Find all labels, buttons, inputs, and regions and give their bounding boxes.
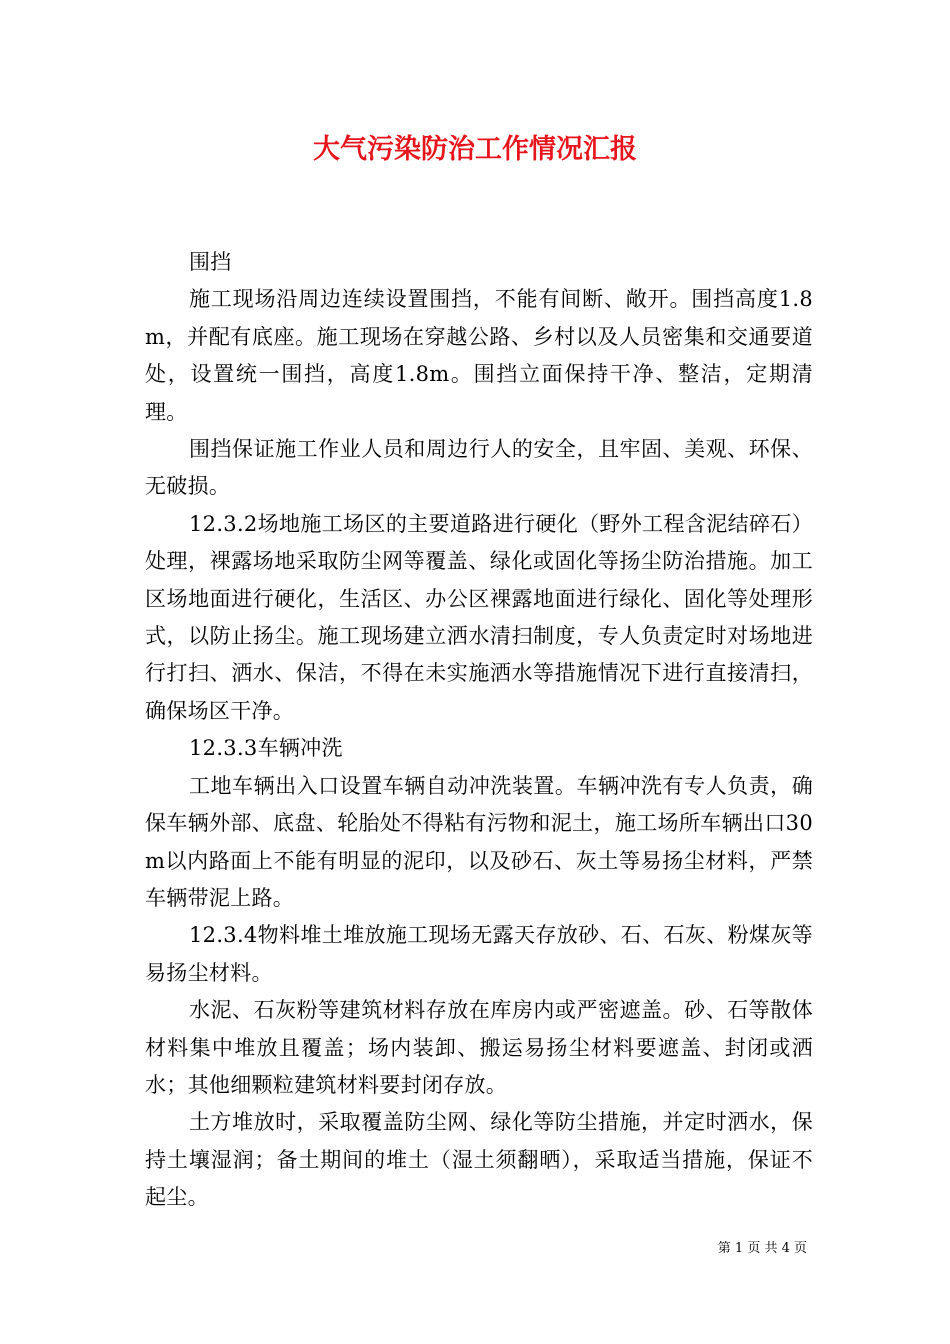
paragraph: 围挡 xyxy=(189,250,232,274)
paragraph: 围挡保证施工作业人员和周边行人的安全，且牢固、美观、环保、无破损。 xyxy=(145,437,813,499)
paragraph: 12.3.4物料堆土堆放施工现场无露天存放砂、石、石灰、粉煤灰等易扬尘材料。 xyxy=(145,923,813,985)
page-number: 第 1 页 共 4 页 xyxy=(717,1241,807,1256)
paragraph: 土方堆放时，采取覆盖防尘网、绿化等防尘措施，并定时洒水，保持土壤湿润；备土期间的堆土（湿土须翻晒），采取适当措施，保证不起尘。 xyxy=(145,1110,813,1210)
document-title: 大气污染防治工作情况汇报 xyxy=(313,134,637,165)
paragraph: 施工现场沿周边连续设置围挡，不能有间断、敞开。围挡高度1.8m，并配有底座。施工现场在穿越公路、乡村以及人员密集和交通要道处，设置统一围挡，高度1.8m。围挡立面保持干净、整洁，定期清理。 xyxy=(145,287,813,424)
paragraph: 12.3.2场地施工场区的主要道路进行硬化（野外工程含泥结碎石）处理，裸露场地采取防尘网等覆盖、绿化或固化等扬尘防治措施。加工区场地面进行硬化，生活区、办公区裸露地面进行绿化、固化等处理形式，以防止扬尘。施工现场建立洒水清扫制度，专人负责定时对场地进行打扫、洒水、保洁，不得在未实施洒水等措施情况下进行直接清扫，确保场区干净。 xyxy=(145,511,813,723)
paragraph: 工地车辆出入口设置车辆自动冲洗装置。车辆冲洗有专人负责，确保车辆外部、底盘、轮胎处不得粘有污物和泥土，施工场所车辆出口30m以内路面上不能有明显的泥印，以及砂石、灰土等易扬尘材料，严禁车辆带泥上路。 xyxy=(145,773,813,910)
document-body xyxy=(145,244,813,1217)
paragraph: 12.3.3车辆冲洗 xyxy=(189,736,343,761)
paragraph: 水泥、石灰粉等建筑材料存放在库房内或严密遮盖。砂、石等散体材料集中堆放且覆盖；场内装卸、搬运易扬尘材料要遮盖、封闭或洒水；其他细颗粒建筑材料要封闭存放。 xyxy=(145,998,813,1097)
